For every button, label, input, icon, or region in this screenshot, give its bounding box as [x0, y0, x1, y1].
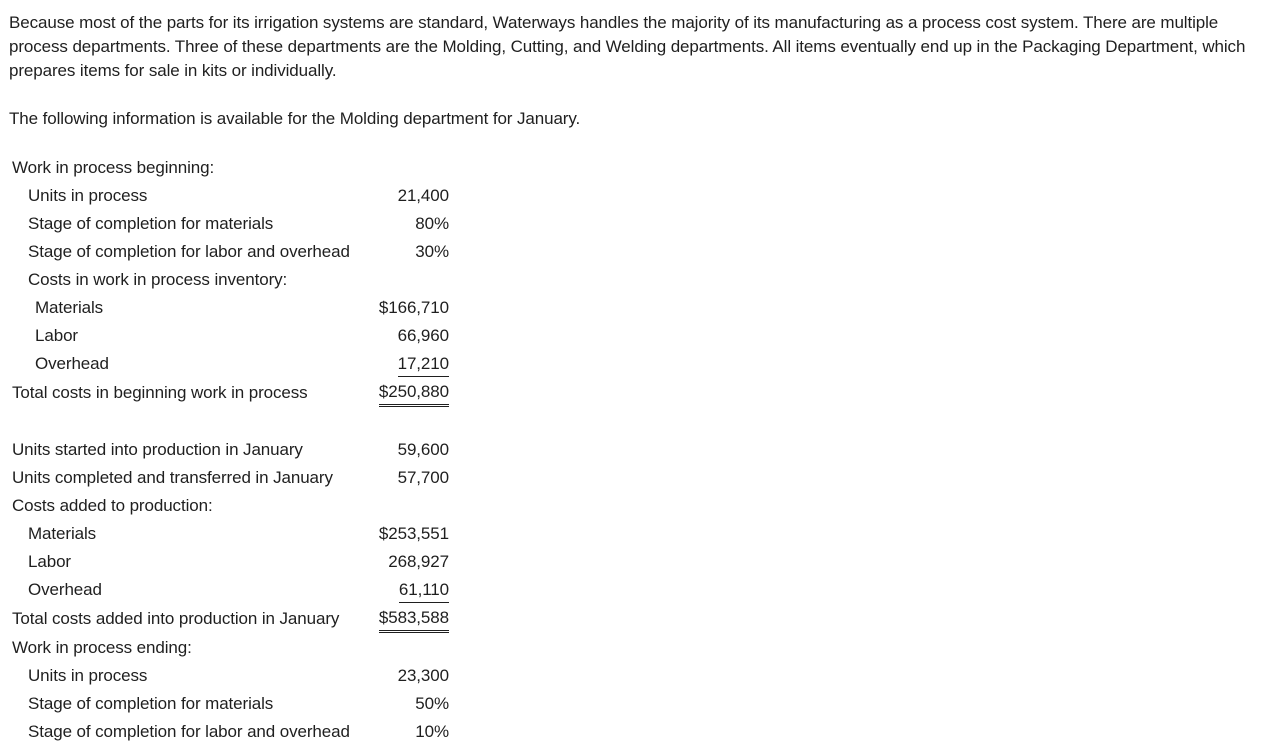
row-label: Stage of completion for materials — [28, 214, 274, 233]
table-row — [8, 350, 456, 378]
molding-department-data-table — [8, 154, 456, 746]
row-value: 66,960 — [397, 326, 449, 345]
table-row — [8, 436, 456, 464]
row-value: 30% — [415, 242, 449, 261]
row-value: 50% — [415, 694, 449, 713]
row-value-total: $583,588 — [379, 605, 449, 633]
intro-paragraph: Because most of the parts for its irrigation systems are standard, Waterways handles the majority of its manufacturing as a process cost system. There are multiple process departments. Three of these departments are the Molding, Cutting, and Welding departments. All items eventually end up in the Packaging Department, which prepares items for sale in kits or individually. — [9, 13, 1246, 80]
wip-ending-heading: Work in process ending: — [12, 638, 192, 657]
row-value: $253,551 — [378, 524, 449, 543]
table-row — [8, 238, 456, 266]
table-row — [8, 492, 456, 520]
row-value: 21,400 — [397, 186, 449, 205]
row-value: 17,210 — [398, 351, 449, 377]
table-row — [8, 634, 456, 662]
row-value: 57,700 — [397, 468, 449, 487]
table-row-total — [8, 604, 456, 634]
row-label: Overhead — [28, 580, 102, 599]
row-label: Labor — [28, 552, 71, 571]
table-row — [8, 690, 456, 718]
table-row — [8, 266, 456, 294]
row-value: 80% — [415, 214, 449, 233]
table-row — [8, 464, 456, 492]
costs-added-heading: Costs added to production: — [12, 496, 213, 515]
row-value-total: $250,880 — [379, 379, 449, 407]
row-value: 23,300 — [397, 666, 449, 685]
row-label: Materials — [35, 298, 104, 317]
table-row — [8, 718, 456, 746]
row-label: Units in process — [28, 186, 148, 205]
row-label: Units in process — [28, 666, 148, 685]
row-label: Stage of completion for labor and overhead — [28, 242, 350, 261]
row-label: Units completed and transferred in January — [12, 468, 333, 487]
lead-sentence: The following information is available for the Molding department for January. — [9, 109, 581, 128]
table-row — [8, 548, 456, 576]
costs-in-wip-heading: Costs in work in process inventory: — [28, 270, 288, 289]
row-label: Overhead — [35, 354, 109, 373]
table-row — [8, 322, 456, 350]
table-row — [8, 154, 456, 182]
row-value: 61,110 — [399, 577, 449, 603]
row-label: Stage of completion for materials — [28, 694, 274, 713]
row-label: Labor — [35, 326, 78, 345]
row-spacer — [8, 408, 456, 436]
row-label: Materials — [28, 524, 97, 543]
row-value: 10% — [415, 722, 449, 741]
row-label: Total costs in beginning work in process — [12, 383, 308, 402]
row-label: Units started into production in January — [12, 440, 303, 459]
table-row-total — [8, 378, 456, 408]
table-row — [8, 662, 456, 690]
table-row — [8, 210, 456, 238]
row-label: Total costs added into production in January — [12, 609, 340, 628]
row-value: $166,710 — [378, 298, 449, 317]
row-value: 59,600 — [397, 440, 449, 459]
table-row — [8, 576, 456, 604]
row-label: Stage of completion for labor and overhead — [28, 722, 350, 741]
wip-beginning-heading: Work in process beginning: — [12, 158, 215, 177]
table-row — [8, 520, 456, 548]
row-value: 268,927 — [388, 552, 449, 571]
table-row — [8, 182, 456, 210]
table-row — [8, 294, 456, 322]
